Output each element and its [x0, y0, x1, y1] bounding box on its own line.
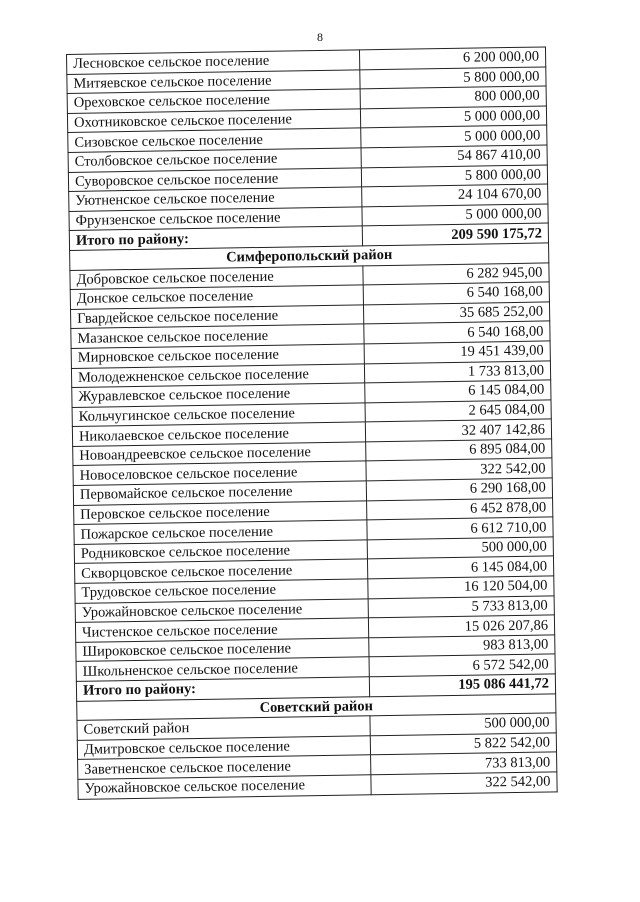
- settlement-name: Пожарское сельское поселение: [74, 520, 367, 544]
- amount-value: 54 867 410,00: [361, 145, 547, 168]
- budget-table: [66, 46, 558, 799]
- amount-value: 6 895 084,00: [366, 439, 552, 462]
- settlement-name: Широковское сельское поселение: [76, 638, 369, 662]
- amount-value: 6 290 168,00: [366, 478, 552, 501]
- amount-value: 983 813,00: [369, 635, 555, 658]
- settlement-name: Перовское сельское поселение: [74, 500, 367, 524]
- district-header: Симферопольский район: [70, 243, 549, 270]
- settlement-name: Дмитровское сельское поселение: [77, 736, 370, 760]
- settlement-name: Столбовское сельское поселение: [68, 148, 361, 172]
- total-label: Итого по району:: [76, 677, 369, 701]
- amount-value: 6 282 945,00: [363, 262, 549, 285]
- settlement-name: Молодежненское сельское поселение: [71, 363, 364, 387]
- total-amount: 209 590 175,72: [362, 223, 548, 246]
- amount-value: 6 145 084,00: [367, 556, 553, 579]
- settlement-name: Первомайское сельское поселение: [73, 481, 366, 505]
- amount-value: 500 000,00: [370, 713, 556, 736]
- settlement-name: Урожайновское сельское поселение: [75, 598, 368, 622]
- settlement-name: Гвардейское сельское поселение: [71, 305, 364, 329]
- settlement-name: Донское сельское поселение: [70, 285, 363, 309]
- page-number: 8: [317, 30, 323, 44]
- budget-table-body: [67, 47, 558, 799]
- amount-value: 322 542,00: [371, 772, 557, 795]
- amount-value: 322 542,00: [366, 458, 552, 481]
- settlement-name: Мирновское сельское поселение: [71, 344, 364, 368]
- amount-value: 500 000,00: [367, 537, 553, 560]
- amount-value: 5 733 813,00: [368, 596, 554, 619]
- settlement-name: Заветненское сельское поселение: [78, 755, 371, 779]
- amount-value: 2 645 084,00: [365, 400, 551, 423]
- settlement-name: Мазанское сельское поселение: [71, 324, 364, 348]
- amount-value: 6 540 168,00: [363, 282, 549, 305]
- settlement-name: Уютненское сельское поселение: [69, 187, 362, 211]
- amount-value: 19 451 439,00: [364, 341, 550, 364]
- total-label: Итого по району:: [69, 226, 362, 250]
- settlement-name: Фрунзенское сельское поселение: [69, 207, 362, 231]
- settlement-name: Ореховское сельское поселение: [67, 89, 360, 113]
- settlement-name: Советский район: [77, 716, 370, 740]
- amount-value: 6 572 542,00: [369, 654, 555, 677]
- settlement-name: Новоселовское сельское поселение: [73, 461, 366, 485]
- settlement-name: Добровское сельское поселение: [70, 265, 363, 289]
- amount-value: 1 733 813,00: [364, 360, 550, 383]
- settlement-name: Сизовское сельское поселение: [68, 128, 361, 152]
- amount-value: 5 000 000,00: [361, 125, 547, 148]
- amount-value: 16 120 504,00: [368, 576, 554, 599]
- settlement-name: Чистенское сельское поселение: [75, 618, 368, 642]
- settlement-name: Новоандреевское сельское поселение: [73, 442, 366, 466]
- amount-value: 32 407 142,86: [365, 419, 551, 442]
- settlement-name: Кольчугинское сельское поселение: [72, 403, 365, 427]
- total-amount: 195 086 441,72: [369, 674, 555, 697]
- amount-value: 6 145 084,00: [365, 380, 551, 403]
- settlement-name: Охотниковское сельское поселение: [67, 109, 360, 133]
- settlement-name: Скворцовское сельское поселение: [75, 559, 368, 583]
- budget-table-wrap: [66, 46, 558, 799]
- amount-value: 800 000,00: [360, 86, 546, 109]
- district-header: Советский район: [77, 693, 556, 720]
- settlement-name: Митяевское сельское поселение: [67, 69, 360, 93]
- settlement-name: Школьненское сельское поселение: [76, 657, 369, 681]
- amount-value: 15 026 207,86: [368, 615, 554, 638]
- amount-value: 5 800 000,00: [361, 165, 547, 188]
- settlement-name: Родниковское сельское поселение: [74, 540, 367, 564]
- amount-value: 6 540 168,00: [364, 321, 550, 344]
- amount-value: 35 685 252,00: [363, 302, 549, 325]
- amount-value: 5 000 000,00: [362, 204, 548, 227]
- amount-value: 6 200 000,00: [359, 47, 545, 70]
- settlement-name: Журавлевское сельское поселение: [72, 383, 365, 407]
- amount-value: 6 452 878,00: [367, 498, 553, 521]
- amount-value: 5 800 000,00: [360, 67, 546, 90]
- settlement-name: Трудовское сельское поселение: [75, 579, 368, 603]
- amount-value: 5 000 000,00: [360, 106, 546, 129]
- amount-value: 6 612 710,00: [367, 517, 553, 540]
- amount-value: 5 822 542,00: [370, 733, 556, 756]
- settlement-name: Урожайновское сельское поселение: [78, 775, 371, 799]
- amount-value: 733 813,00: [371, 752, 557, 775]
- settlement-name: Лесновское сельское поселение: [67, 50, 360, 74]
- amount-value: 24 104 670,00: [362, 184, 548, 207]
- settlement-name: Суворовское сельское поселение: [68, 167, 361, 191]
- settlement-name: Николаевское сельское поселение: [72, 422, 365, 446]
